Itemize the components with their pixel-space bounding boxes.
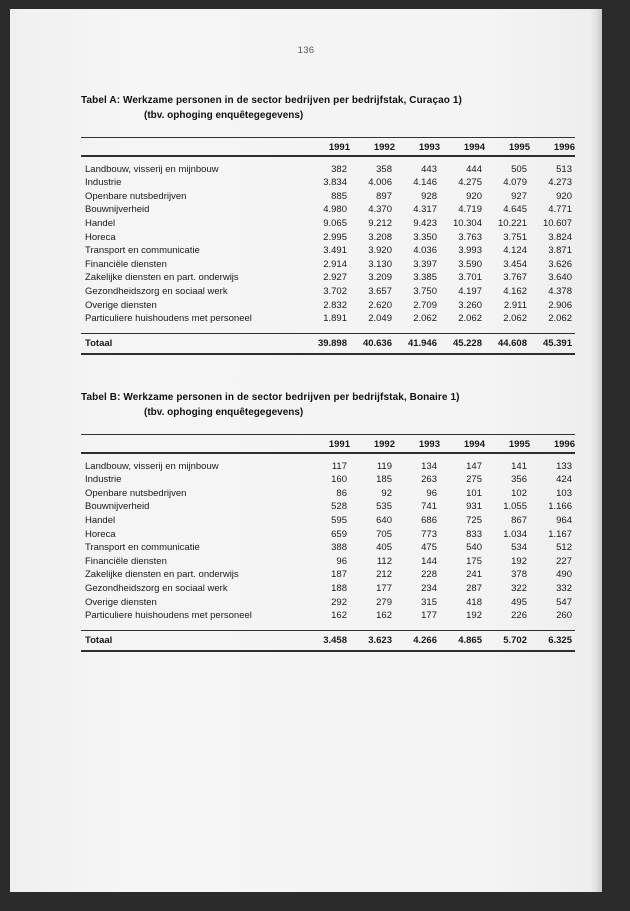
- cell-1991: 162: [331, 610, 347, 622]
- row-label: Horeca: [85, 528, 116, 540]
- total-1994: 4.865: [440, 630, 485, 651]
- cell-1992: 3.208: [368, 231, 392, 243]
- cell-1994: 147: [466, 460, 482, 472]
- cell-1996: 3.640: [548, 272, 572, 284]
- table-row: [81, 514, 575, 528]
- cell-1991: 187: [331, 569, 347, 581]
- cell-1992: 3.209: [368, 272, 392, 284]
- table-row: [81, 190, 575, 204]
- cell-1995: 102: [511, 487, 527, 499]
- row-label: Gezondheidszorg en sociaal werk: [85, 285, 228, 297]
- cell-1995: 4.162: [503, 285, 527, 297]
- table-row: [81, 555, 575, 569]
- row-label: Overige diensten: [85, 299, 157, 311]
- table-b-col-1994: 1994: [440, 438, 485, 453]
- cell-1993: 234: [421, 582, 437, 594]
- row-label: Particuliere huishoudens met personeel: [85, 610, 252, 622]
- table-row: [81, 541, 575, 555]
- cell-1996: 332: [556, 582, 572, 594]
- table-a-col-1996: 1996: [530, 141, 575, 156]
- table-row: [81, 285, 575, 299]
- cell-1993: 177: [421, 610, 437, 622]
- cell-1995: 3.751: [503, 231, 527, 243]
- cell-1993: 686: [421, 514, 437, 526]
- cell-1993: 4.036: [413, 245, 437, 257]
- table-b-col-label: [81, 438, 305, 453]
- row-label: Bouwnijverheid: [85, 204, 150, 216]
- cell-1992: 185: [376, 474, 392, 486]
- cell-1991: 188: [331, 582, 347, 594]
- row-label: Zakelijke diensten en part. onderwijs: [85, 569, 239, 581]
- cell-1996: 2.906: [548, 299, 572, 311]
- cell-1992: 405: [376, 542, 392, 554]
- table-b-col-1991: 1991: [305, 438, 350, 453]
- table-row: [81, 596, 575, 610]
- table-b-col-1993: 1993: [395, 438, 440, 453]
- cell-1991: 2.914: [323, 258, 347, 270]
- cell-1995: 867: [511, 514, 527, 526]
- total-1993: 41.946: [395, 333, 440, 354]
- document-page: [10, 9, 602, 892]
- table-b-block: [81, 392, 575, 652]
- cell-1993: 3.397: [413, 258, 437, 270]
- cell-1995: 4.124: [503, 245, 527, 257]
- table-b-subtitle: (tbv. ophoging enquêtegegevens): [144, 407, 304, 418]
- cell-1995: 226: [511, 610, 527, 622]
- cell-1995: 2.062: [503, 313, 527, 325]
- cell-1995: 10.221: [497, 217, 527, 229]
- cell-1996: 227: [556, 555, 572, 567]
- table-a-block: [81, 95, 575, 355]
- cell-1995: 495: [511, 596, 527, 608]
- cell-1992: 212: [376, 569, 392, 581]
- cell-1992: 92: [381, 487, 392, 499]
- total-1993: 4.266: [395, 630, 440, 651]
- cell-1994: 931: [466, 501, 482, 513]
- table-a-title: Tabel A: Werkzame personen in de sector bedrijven per bedrijfstak, Curaçao 1): [81, 95, 462, 106]
- cell-1995: 378: [511, 569, 527, 581]
- table-row: [81, 312, 575, 326]
- table-row: [81, 500, 575, 514]
- cell-1991: 382: [331, 163, 347, 175]
- table-row: [81, 528, 575, 542]
- table-a-total-row: [81, 333, 575, 354]
- cell-1991: 2.995: [323, 231, 347, 243]
- cell-1992: 358: [376, 163, 392, 175]
- cell-1991: 388: [331, 542, 347, 554]
- cell-1993: 315: [421, 596, 437, 608]
- cell-1996: 547: [556, 596, 572, 608]
- cell-1993: 228: [421, 569, 437, 581]
- table-a-header-row: [81, 141, 575, 156]
- row-label: Financiële diensten: [85, 258, 167, 270]
- table-row: [81, 582, 575, 596]
- table-row: [81, 203, 575, 217]
- cell-1996: 964: [556, 514, 572, 526]
- cell-1992: 3.657: [368, 285, 392, 297]
- cell-1993: 263: [421, 474, 437, 486]
- cell-1994: 2.062: [458, 313, 482, 325]
- cell-1994: 241: [466, 569, 482, 581]
- cell-1996: 424: [556, 474, 572, 486]
- table-row: [81, 176, 575, 190]
- row-label: Overige diensten: [85, 596, 157, 608]
- cell-1996: 3.824: [548, 231, 572, 243]
- cell-1991: 2.832: [323, 299, 347, 311]
- cell-1995: 1.055: [503, 501, 527, 513]
- cell-1993: 144: [421, 555, 437, 567]
- cell-1992: 897: [376, 190, 392, 202]
- cell-1995: 2.911: [503, 299, 527, 311]
- table-spacer: [81, 623, 575, 631]
- cell-1994: 192: [466, 610, 482, 622]
- cell-1991: 4.980: [323, 204, 347, 216]
- cell-1992: 112: [376, 555, 392, 567]
- cell-1991: 595: [331, 514, 347, 526]
- table-a-col-1992: 1992: [350, 141, 395, 156]
- table-a-col-1993: 1993: [395, 141, 440, 156]
- cell-1996: 3.626: [548, 258, 572, 270]
- table-row: [81, 568, 575, 582]
- cell-1993: 9.423: [413, 217, 437, 229]
- cell-1994: 725: [466, 514, 482, 526]
- cell-1992: 535: [376, 501, 392, 513]
- table-b: [81, 434, 575, 652]
- row-label: Transport en communicatie: [85, 542, 200, 554]
- cell-1996: 4.771: [548, 204, 572, 216]
- table-row: [81, 473, 575, 487]
- cell-1994: 4.197: [458, 285, 482, 297]
- table-b-body: [81, 453, 575, 652]
- cell-1991: 292: [331, 596, 347, 608]
- cell-1992: 3.920: [368, 245, 392, 257]
- cell-1996: 2.062: [548, 313, 572, 325]
- cell-1993: 3.750: [413, 285, 437, 297]
- cell-1995: 322: [511, 582, 527, 594]
- cell-1992: 2.049: [368, 313, 392, 325]
- cell-1992: 4.006: [368, 177, 392, 189]
- cell-1995: 4.645: [503, 204, 527, 216]
- cell-1991: 1.891: [323, 313, 347, 325]
- table-spacer: [81, 326, 575, 334]
- table-a-body: [81, 156, 575, 355]
- cell-1994: 275: [466, 474, 482, 486]
- cell-1993: 4.317: [413, 204, 437, 216]
- total-1996: 45.391: [530, 333, 575, 354]
- cell-1996: 133: [556, 460, 572, 472]
- cell-1993: 741: [421, 501, 437, 513]
- table-row: [81, 244, 575, 258]
- cell-1994: 4.719: [458, 204, 482, 216]
- row-label: Landbouw, visserij en mijnbouw: [85, 460, 219, 472]
- row-label: Zakelijke diensten en part. onderwijs: [85, 272, 239, 284]
- table-a-col-1995: 1995: [485, 141, 530, 156]
- table-a-col-1991: 1991: [305, 141, 350, 156]
- cell-1991: 117: [331, 460, 347, 472]
- cell-1993: 4.146: [413, 177, 437, 189]
- cell-1993: 3.385: [413, 272, 437, 284]
- cell-1992: 3.130: [368, 258, 392, 270]
- cell-1992: 177: [376, 582, 392, 594]
- cell-1995: 3.454: [503, 258, 527, 270]
- cell-1992: 9.212: [368, 217, 392, 229]
- cell-1993: 2.062: [413, 313, 437, 325]
- table-a-head: [81, 138, 575, 156]
- cell-1994: 4.275: [458, 177, 482, 189]
- row-label: Handel: [85, 514, 116, 526]
- cell-1994: 287: [466, 582, 482, 594]
- table-row: [81, 231, 575, 245]
- row-label: Transport en communicatie: [85, 245, 200, 257]
- cell-1991: 3.834: [323, 177, 347, 189]
- cell-1994: 444: [466, 163, 482, 175]
- cell-1993: 928: [421, 190, 437, 202]
- row-label: Gezondheidszorg en sociaal werk: [85, 582, 228, 594]
- cell-1996: 1.167: [548, 528, 572, 540]
- cell-1996: 3.871: [548, 245, 572, 257]
- cell-1995: 1.034: [503, 528, 527, 540]
- cell-1991: 885: [331, 190, 347, 202]
- table-row: [81, 487, 575, 501]
- row-label: Openbare nutsbedrijven: [85, 190, 187, 202]
- row-label: Industrie: [85, 177, 122, 189]
- cell-1994: 540: [466, 542, 482, 554]
- total-label: Totaal: [81, 630, 305, 651]
- row-label: Openbare nutsbedrijven: [85, 487, 187, 499]
- table-row: [81, 299, 575, 313]
- cell-1996: 920: [556, 190, 572, 202]
- cell-1994: 3.590: [458, 258, 482, 270]
- cell-1994: 418: [466, 596, 482, 608]
- cell-1991: 3.702: [323, 285, 347, 297]
- table-b-header-row: [81, 438, 575, 453]
- total-1995: 5.702: [485, 630, 530, 651]
- table-row: [81, 258, 575, 272]
- cell-1994: 3.763: [458, 231, 482, 243]
- cell-1994: 3.701: [458, 272, 482, 284]
- cell-1992: 640: [376, 514, 392, 526]
- table-a: [81, 137, 575, 355]
- row-label: Horeca: [85, 231, 116, 243]
- cell-1993: 475: [421, 542, 437, 554]
- cell-1995: 927: [511, 190, 527, 202]
- cell-1991: 2.927: [323, 272, 347, 284]
- cell-1994: 10.304: [452, 217, 482, 229]
- table-row: [81, 453, 575, 474]
- table-a-col-label: [81, 141, 305, 156]
- cell-1995: 3.767: [503, 272, 527, 284]
- cell-1993: 134: [421, 460, 437, 472]
- total-1995: 44.608: [485, 333, 530, 354]
- row-label: Bouwnijverheid: [85, 501, 150, 513]
- row-label: Financiële diensten: [85, 555, 167, 567]
- table-a-subtitle: (tbv. ophoging enquêtegegevens): [144, 110, 304, 121]
- cell-1991: 528: [331, 501, 347, 513]
- table-b-col-1996: 1996: [530, 438, 575, 453]
- total-1996: 6.325: [530, 630, 575, 651]
- cell-1994: 175: [466, 555, 482, 567]
- cell-1996: 10.607: [542, 217, 572, 229]
- page-edge-shadow: [590, 9, 602, 892]
- cell-1992: 119: [376, 460, 392, 472]
- total-1991: 3.458: [305, 630, 350, 651]
- table-row: [81, 271, 575, 285]
- cell-1991: 86: [336, 487, 347, 499]
- cell-1993: 443: [421, 163, 437, 175]
- total-label: Totaal: [81, 333, 305, 354]
- total-1991: 39.898: [305, 333, 350, 354]
- cell-1994: 3.260: [458, 299, 482, 311]
- total-1992: 40.636: [350, 333, 395, 354]
- cell-1995: 356: [511, 474, 527, 486]
- table-a-col-1994: 1994: [440, 141, 485, 156]
- row-label: Particuliere huishoudens met personeel: [85, 313, 252, 325]
- table-row: [81, 156, 575, 177]
- cell-1995: 141: [511, 460, 527, 472]
- cell-1994: 3.993: [458, 245, 482, 257]
- cell-1992: 162: [376, 610, 392, 622]
- cell-1993: 773: [421, 528, 437, 540]
- row-label: Landbouw, visserij en mijnbouw: [85, 163, 219, 175]
- cell-1991: 160: [331, 474, 347, 486]
- cell-1994: 101: [466, 487, 482, 499]
- cell-1993: 96: [426, 487, 437, 499]
- cell-1992: 705: [376, 528, 392, 540]
- cell-1993: 2.709: [413, 299, 437, 311]
- cell-1993: 3.350: [413, 231, 437, 243]
- cell-1992: 279: [376, 596, 392, 608]
- cell-1992: 2.620: [368, 299, 392, 311]
- table-row: [81, 609, 575, 623]
- page-number: 136: [297, 45, 315, 56]
- table-b-col-1992: 1992: [350, 438, 395, 453]
- cell-1996: 490: [556, 569, 572, 581]
- cell-1996: 260: [556, 610, 572, 622]
- cell-1995: 505: [511, 163, 527, 175]
- table-b-col-1995: 1995: [485, 438, 530, 453]
- cell-1995: 534: [511, 542, 527, 554]
- total-1992: 3.623: [350, 630, 395, 651]
- table-b-title: Tabel B: Werkzame personen in de sector bedrijven per bedrijfstak, Bonaire 1): [81, 392, 460, 403]
- cell-1996: 4.273: [548, 177, 572, 189]
- cell-1991: 3.491: [323, 245, 347, 257]
- total-1994: 45.228: [440, 333, 485, 354]
- cell-1995: 4.079: [503, 177, 527, 189]
- table-b-total-row: [81, 630, 575, 651]
- cell-1996: 512: [556, 542, 572, 554]
- row-label: Handel: [85, 217, 116, 229]
- cell-1991: 659: [331, 528, 347, 540]
- cell-1996: 513: [556, 163, 572, 175]
- cell-1992: 4.370: [368, 204, 392, 216]
- cell-1994: 920: [466, 190, 482, 202]
- table-row: [81, 217, 575, 231]
- cell-1991: 9.065: [323, 217, 347, 229]
- cell-1996: 4.378: [548, 285, 572, 297]
- cell-1994: 833: [466, 528, 482, 540]
- cell-1991: 96: [336, 555, 347, 567]
- table-b-head: [81, 435, 575, 453]
- row-label: Industrie: [85, 474, 122, 486]
- cell-1996: 103: [556, 487, 572, 499]
- cell-1996: 1.166: [548, 501, 572, 513]
- cell-1995: 192: [511, 555, 527, 567]
